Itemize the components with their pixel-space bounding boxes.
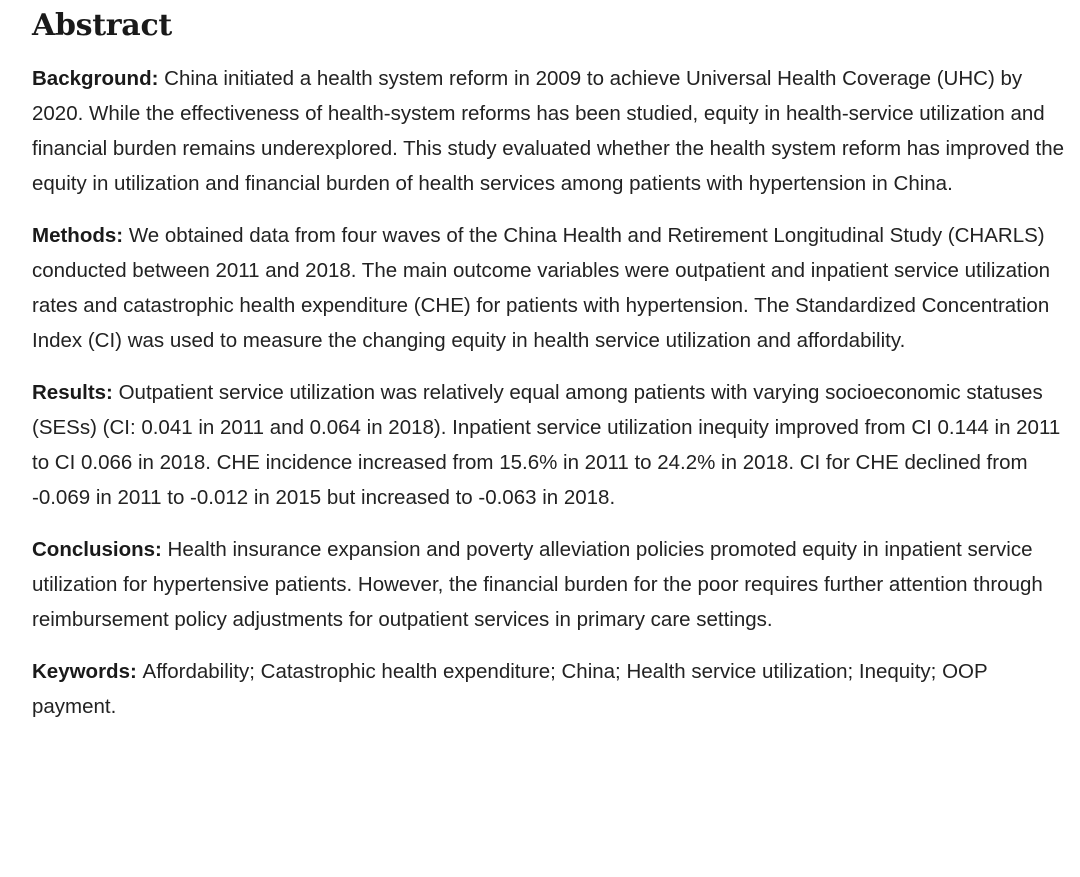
background-paragraph bbox=[32, 61, 1072, 201]
conclusions-label: Conclusions: bbox=[32, 538, 162, 561]
methods-paragraph bbox=[32, 218, 1072, 358]
methods-label: Methods: bbox=[32, 224, 124, 247]
abstract-heading: Abstract bbox=[32, 8, 172, 43]
keywords-paragraph bbox=[32, 654, 1072, 724]
results-paragraph bbox=[32, 375, 1072, 515]
methods-text: We obtained data from four waves of the China Health and Retirement Longitudinal Study (CHARLS) conducted between 2011 and 2018. The main outcome variables were outpatient and inpatient service utilization rates and catastrophic health expenditure (CHE) for patients with hypertension. The Standardized Concentration Index (CI) was used to measure the changing equity in health service utilization and affordability. bbox=[32, 224, 1051, 352]
conclusions-paragraph bbox=[32, 532, 1072, 637]
keywords-text: Affordability; Catastrophic health expenditure; China; Health service utilization; Inequity; OOP payment. bbox=[32, 660, 988, 718]
conclusions-text: Health insurance expansion and poverty alleviation policies promoted equity in inpatient service utilization for hypertensive patients. However, the financial burden for the poor requires further attention through reimbursement policy adjustments for outpatient services in primary care settings. bbox=[32, 538, 1043, 631]
results-label: Results: bbox=[32, 381, 113, 404]
background-label: Background: bbox=[32, 67, 159, 90]
keywords-label: Keywords: bbox=[32, 660, 137, 683]
results-text: Outpatient service utilization was relatively equal among patients with varying socioeconomic statuses (SESs) (CI: 0.041 in 2011 and 0.064 in 2018). Inpatient service utilization inequity improved from CI 0.144 in 2011 to CI 0.066 in 2018. CHE incidence increased from 15.6% in 2011 to 24.2% in 2018. CI for CHE declined from -0.069 in 2011 to -0.012 in 2015 but increased to -0.063 in 2018. bbox=[32, 381, 1061, 509]
background-text: China initiated a health system reform in 2009 to achieve Universal Health Coverage (UHC) by 2020. While the effectiveness of health-system reforms has been studied, equity in health-service utilization and financial burden remains underexplored. This study evaluated whether the health system reform has improved the equity in utilization and financial burden of health services among patients with hypertension in China. bbox=[32, 67, 1065, 195]
